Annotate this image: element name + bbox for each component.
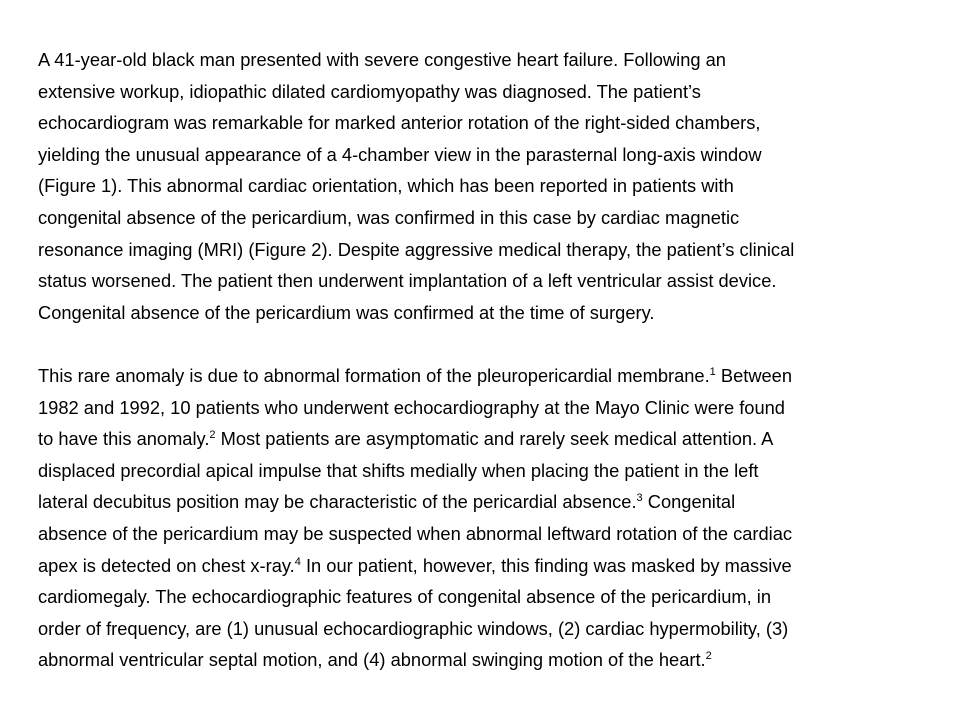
document-body (38, 44, 918, 676)
text-line: (Figure 1). This abnormal cardiac orientation, which has been reported in patients with (38, 175, 734, 197)
text-line (38, 423, 918, 455)
text-segment: abnormal ventricular septal motion, and (4) abnormal swinging motion of the heart. (38, 649, 706, 671)
text-segment: apex is detected on chest x-ray. (38, 554, 295, 576)
text-line (38, 360, 918, 392)
reference-superscript: 2 (209, 429, 216, 442)
reference-superscript: 2 (705, 650, 712, 663)
text-line: echocardiogram was remarkable for marked anterior rotation of the right-sided chambers, (38, 112, 761, 134)
text-line (38, 644, 918, 676)
text-line: status worsened. The patient then underwent implantation of a left ventricular assist device. (38, 270, 777, 292)
text-line: A 41-year-old black man presented with severe congestive heart failure. Following an (38, 49, 726, 70)
text-segment: Between (715, 364, 793, 386)
text-line: 1982 and 1992, 10 patients who underwent echocardiography at the Mayo Clinic were found (38, 396, 785, 418)
text-segment: Most patients are asymptomatic and rarely seek medical attention. A (215, 428, 774, 450)
text-segment: This rare anomaly is due to abnormal formation of the pleuropericardial membrane. (38, 364, 710, 386)
text-line: cardiomegaly. The echocardiographic features of congenital absence of the pericardium, in (38, 586, 772, 608)
text-line (38, 486, 918, 518)
reference-superscript: 4 (294, 555, 301, 568)
text-line: yielding the unusual appearance of a 4-chamber view in the parasternal long-axis window (38, 143, 762, 165)
text-line: extensive workup, idiopathic dilated cardiomyopathy was diagnosed. The patient’s (38, 80, 701, 102)
text-line: congenital absence of the pericardium, was confirmed in this case by cardiac magnetic (38, 206, 740, 228)
text-line: resonance imaging (MRI) (Figure 2). Despite aggressive medical therapy, the patient’s clinical (38, 238, 795, 260)
text-line: absence of the pericardium may be suspected when abnormal leftward rotation of the cardiac (38, 522, 793, 544)
paragraph-case-report (38, 44, 918, 328)
text-segment: lateral decubitus position may be characteristic of the pericardial absence. (38, 491, 637, 513)
text-segment: to have this anomaly. (38, 428, 210, 450)
text-line (38, 550, 918, 582)
paragraph-discussion (38, 360, 918, 676)
text-line: displaced precordial apical impulse that shifts medially when placing the patient in the left (38, 459, 759, 481)
text-line: order of frequency, are (1) unusual echocardiographic windows, (2) cardiac hypermobility, (3) (38, 617, 789, 639)
text-segment: Congenital (642, 491, 736, 513)
reference-superscript: 3 (636, 492, 643, 505)
text-segment: In our patient, however, this finding was masked by massive (300, 554, 792, 576)
reference-superscript: 1 (709, 366, 716, 379)
text-line: Congenital absence of the pericardium was confirmed at the time of surgery. (38, 301, 655, 323)
